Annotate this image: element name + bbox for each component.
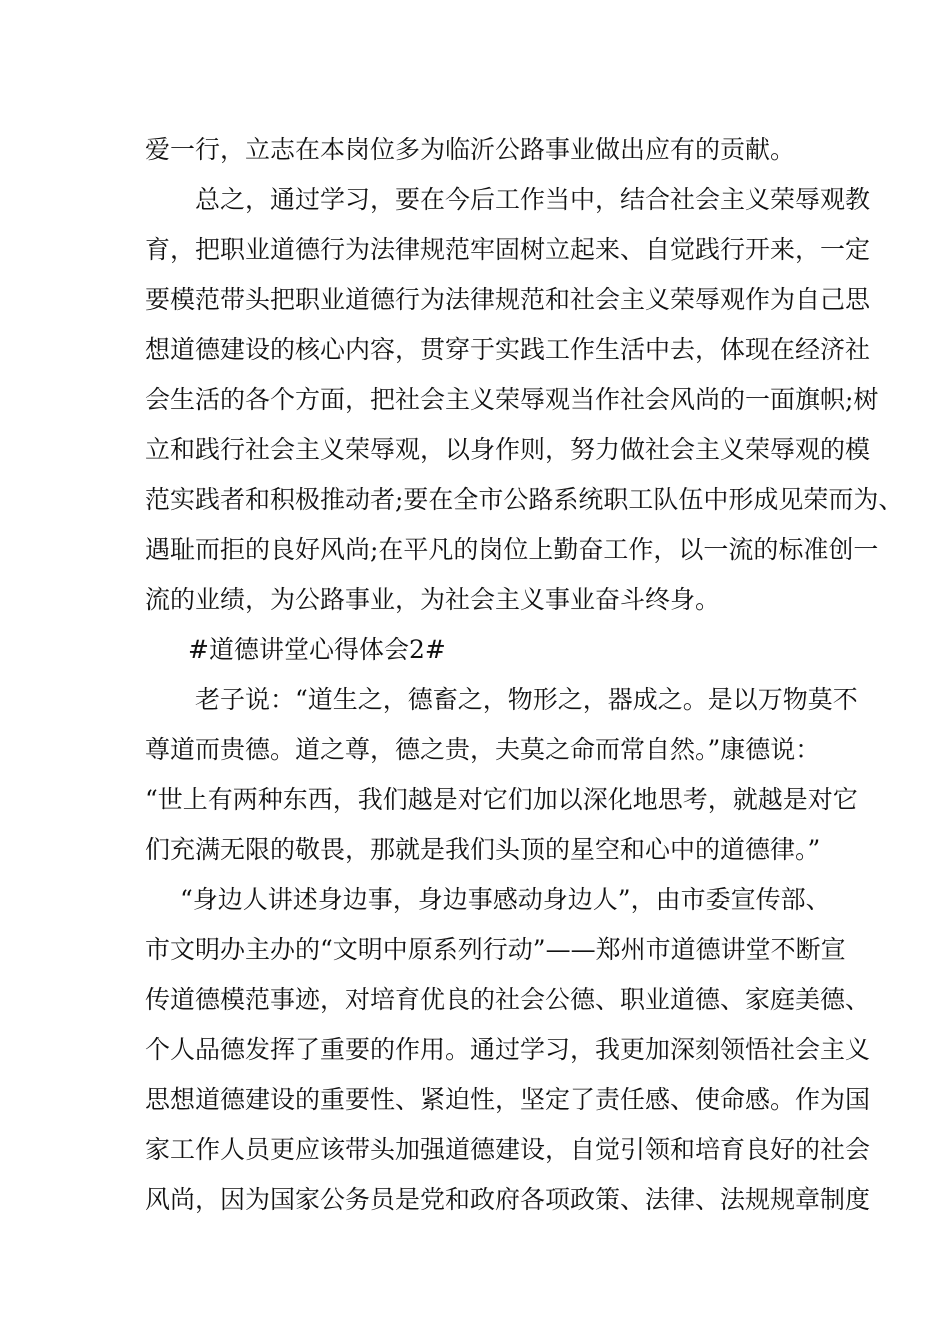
paragraph-line: 总之，通过学习，要在今后工作当中，结合社会主义荣辱观教 (195, 185, 871, 214)
text-line: 传道德模范事迹，对培育优良的社会公德、职业道德、家庭美德、 (145, 985, 871, 1014)
text-line: 流的业绩，为公路事业，为社会主义事业奋斗终身。 (145, 585, 721, 614)
section-heading: #道德讲堂心得体会2# (188, 635, 446, 664)
text-line: 爱一行，立志在本岗位多为临沂公路事业做出应有的贡献。 (145, 135, 796, 164)
text-line: 要模范带头把职业道德行为法律规范和社会主义荣辱观作为自己思 (145, 285, 871, 314)
paragraph-line: 老子说：“道生之，德畜之，物形之，器成之。是以万物莫不 (195, 685, 858, 714)
text-line: 想道德建设的核心内容，贯穿于实践工作生活中去，体现在经济社 (145, 335, 871, 364)
text-line: 家工作人员更应该带头加强道德建设，自觉引领和培育良好的社会 (145, 1135, 871, 1164)
text-line: 风尚，因为国家公务员是党和政府各项政策、法律、法规规章制度 (145, 1185, 871, 1214)
text-line: 范实践者和积极推动者;要在全市公路系统职工队伍中形成见荣而为、 (145, 485, 904, 514)
text-line: 会生活的各个方面，把社会主义荣辱观当作社会风尚的一面旗帜;树 (145, 385, 879, 414)
text-line: 育，把职业道德行为法律规范牢固树立起来、自觉践行开来，一定 (145, 235, 871, 264)
text-line: 市文明办主办的“文明中原系列行动”——郑州市道德讲堂不断宣 (145, 935, 846, 964)
text-line: 尊道而贵德。道之尊，德之贵，夫莫之命而常自然。”康德说： (145, 735, 821, 764)
text-line: “世上有两种东西，我们越是对它们加以深化地思考，就越是对它 (145, 785, 858, 814)
text-line: 思想道德建设的重要性、紧迫性，坚定了责任感、使命感。作为国 (145, 1085, 871, 1114)
text-line: 遇耻而拒的良好风尚;在平凡的岗位上勤奋工作，以一流的标准创一 (145, 535, 879, 564)
paragraph-line: “身边人讲述身边事，身边事感动身边人”，由市委宣传部、 (180, 885, 831, 914)
text-line: 立和践行社会主义荣辱观，以身作则，努力做社会主义荣辱观的模 (145, 435, 871, 464)
text-line: 个人品德发挥了重要的作用。通过学习，我更加深刻领悟社会主义 (145, 1035, 871, 1064)
text-line: 们充满无限的敬畏，那就是我们头顶的星空和心中的道德律。” (145, 835, 821, 864)
